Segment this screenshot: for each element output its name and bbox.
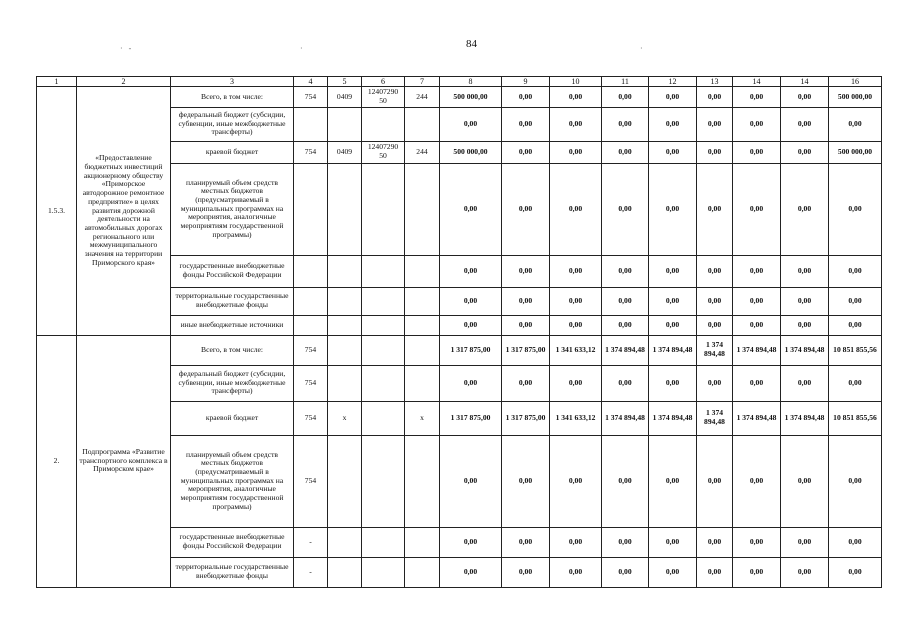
amount-cell: 0,00 [829, 315, 882, 335]
amount-cell: 1 374 894,48 [602, 335, 649, 365]
amount-cell: 0,00 [502, 287, 550, 315]
source-label: планируемый объем средств местных бюджетов (предусматриваемый в муниципальных программах на мероприятия, аналогичные мероприятиям государственной программы) [171, 435, 294, 527]
amount-cell: 0,00 [602, 255, 649, 287]
code-rzpr: 0409 [328, 87, 362, 107]
amount-cell: 0,00 [440, 527, 502, 557]
code-grbs: 754 [294, 335, 328, 365]
amount-cell: 0,00 [781, 287, 829, 315]
page-number: 84 [466, 38, 477, 50]
amount-cell: 0,00 [550, 107, 602, 141]
amount-cell: 0,00 [649, 141, 697, 163]
code-csr: 12407290 50 [362, 87, 405, 107]
amount-cell: 1 374 894,48 [781, 335, 829, 365]
amount-cell: 500 000,00 [440, 141, 502, 163]
amount-cell: 0,00 [781, 107, 829, 141]
scan-mark: · [640, 44, 643, 53]
amount-cell: 0,00 [550, 315, 602, 335]
header-cell: 13 [697, 77, 733, 87]
amount-cell: 10 851 855,56 [829, 401, 882, 435]
amount-cell: 0,00 [829, 365, 882, 401]
amount-cell: 0,00 [602, 107, 649, 141]
header-cell: 5 [328, 77, 362, 87]
code-vr: 244 [405, 141, 440, 163]
row-position: 1.5.3. [37, 87, 77, 335]
amount-cell: 1 317 875,00 [502, 335, 550, 365]
amount-cell: 0,00 [502, 163, 550, 255]
amount-cell: 0,00 [502, 435, 550, 527]
amount-cell: 0,00 [733, 107, 781, 141]
code-csr [362, 365, 405, 401]
code-vr [405, 255, 440, 287]
source-label: краевой бюджет [171, 401, 294, 435]
code-vr [405, 163, 440, 255]
amount-cell: 0,00 [502, 315, 550, 335]
code-csr: 12407290 50 [362, 141, 405, 163]
code-vr [405, 107, 440, 141]
code-vr [405, 335, 440, 365]
source-label: федеральный бюджет (субсидии, субвенции, иные межбюджетные трансферты) [171, 107, 294, 141]
amount-cell: 0,00 [733, 557, 781, 587]
code-grbs [294, 163, 328, 255]
amount-cell: 0,00 [649, 87, 697, 107]
amount-cell: 0,00 [649, 557, 697, 587]
row-position: 2. [37, 335, 77, 587]
code-rzpr [328, 163, 362, 255]
header-cell: 14 [733, 77, 781, 87]
amount-cell: 0,00 [697, 163, 733, 255]
amount-cell: 0,00 [733, 527, 781, 557]
amount-cell: 0,00 [781, 141, 829, 163]
amount-cell: 1 341 633,12 [550, 335, 602, 365]
source-label: краевой бюджет [171, 141, 294, 163]
amount-cell: 500 000,00 [829, 87, 882, 107]
amount-cell: 0,00 [602, 141, 649, 163]
code-csr [362, 163, 405, 255]
amount-cell: 0,00 [697, 557, 733, 587]
code-vr [405, 287, 440, 315]
header-row [37, 77, 882, 87]
amount-cell: 1 374 894,48 [697, 401, 733, 435]
budget-table [36, 76, 882, 588]
code-csr [362, 335, 405, 365]
source-label: государственные внебюджетные фонды Российской Федерации [171, 255, 294, 287]
amount-cell: 0,00 [733, 287, 781, 315]
amount-cell: 0,00 [502, 141, 550, 163]
code-rzpr [328, 107, 362, 141]
amount-cell: 0,00 [733, 315, 781, 335]
amount-cell: 0,00 [440, 315, 502, 335]
amount-cell: 0,00 [697, 435, 733, 527]
code-grbs: 754 [294, 365, 328, 401]
code-csr [362, 107, 405, 141]
amount-cell: 0,00 [733, 365, 781, 401]
code-csr [362, 435, 405, 527]
amount-cell: 0,00 [733, 141, 781, 163]
amount-cell: 0,00 [440, 287, 502, 315]
amount-cell: 0,00 [829, 557, 882, 587]
code-rzpr [328, 287, 362, 315]
scan-mark: · [300, 44, 303, 53]
code-grbs [294, 107, 328, 141]
amount-cell: 0,00 [502, 107, 550, 141]
code-csr [362, 401, 405, 435]
amount-cell: 0,00 [550, 435, 602, 527]
amount-cell: 1 374 894,48 [781, 401, 829, 435]
amount-cell: 0,00 [697, 255, 733, 287]
code-vr [405, 315, 440, 335]
amount-cell: 1 317 875,00 [440, 335, 502, 365]
amount-cell: 0,00 [649, 365, 697, 401]
amount-cell: 1 374 894,48 [733, 401, 781, 435]
row-name: «Предоставление бюджетных инвестиций акционерному обществу «Приморское автодорожное ремонтное предприятие» в целях развития дорожной деятельности на автомобильных дорогах регионального или межмуниципального значения на территории Приморского края» [77, 87, 171, 335]
code-rzpr [328, 527, 362, 557]
header-cell: 16 [829, 77, 882, 87]
amount-cell: 1 374 894,48 [649, 401, 697, 435]
amount-cell: 0,00 [649, 163, 697, 255]
amount-cell: 0,00 [733, 163, 781, 255]
code-csr [362, 315, 405, 335]
header-cell: 9 [502, 77, 550, 87]
amount-cell: 0,00 [602, 287, 649, 315]
code-grbs: - [294, 527, 328, 557]
amount-cell: 1 341 633,12 [550, 401, 602, 435]
amount-cell: 0,00 [502, 255, 550, 287]
code-grbs: - [294, 557, 328, 587]
source-label: территориальные государственные внебюджетные фонды [171, 287, 294, 315]
code-csr [362, 557, 405, 587]
amount-cell: 0,00 [697, 287, 733, 315]
code-vr [405, 435, 440, 527]
amount-cell: 0,00 [649, 107, 697, 141]
source-label: территориальные государственные внебюджетные фонды [171, 557, 294, 587]
code-vr [405, 557, 440, 587]
amount-cell: 1 317 875,00 [502, 401, 550, 435]
amount-cell: 0,00 [733, 255, 781, 287]
code-rzpr: х [328, 401, 362, 435]
header-cell: 8 [440, 77, 502, 87]
amount-cell: 0,00 [697, 365, 733, 401]
code-csr [362, 287, 405, 315]
amount-cell: 0,00 [440, 163, 502, 255]
amount-cell: 500 000,00 [440, 87, 502, 107]
code-rzpr: 0409 [328, 141, 362, 163]
amount-cell: 0,00 [697, 107, 733, 141]
amount-cell: 0,00 [649, 287, 697, 315]
amount-cell: 0,00 [649, 527, 697, 557]
source-label: планируемый объем средств местных бюджетов (предусматриваемый в муниципальных программах на мероприятия, аналогичные мероприятиям государственной программы) [171, 163, 294, 255]
amount-cell: 0,00 [502, 557, 550, 587]
row-name: Подпрограмма «Развитие транспортного комплекса в Приморском крае» [77, 335, 171, 587]
header-cell: 7 [405, 77, 440, 87]
amount-cell: 0,00 [502, 365, 550, 401]
amount-cell: 0,00 [440, 255, 502, 287]
amount-cell: 0,00 [697, 527, 733, 557]
amount-cell: 0,00 [440, 435, 502, 527]
amount-cell: 0,00 [602, 557, 649, 587]
code-vr: 244 [405, 87, 440, 107]
amount-cell: 1 374 894,48 [697, 335, 733, 365]
amount-cell: 0,00 [550, 365, 602, 401]
amount-cell: 0,00 [733, 87, 781, 107]
amount-cell: 0,00 [550, 163, 602, 255]
amount-cell: 1 374 894,48 [602, 401, 649, 435]
code-vr [405, 527, 440, 557]
code-grbs [294, 287, 328, 315]
amount-cell: 0,00 [550, 527, 602, 557]
scan-mark: · - [120, 44, 132, 53]
amount-cell: 0,00 [602, 315, 649, 335]
amount-cell: 1 317 875,00 [440, 401, 502, 435]
amount-cell: 0,00 [781, 315, 829, 335]
source-label: иные внебюджетные источники [171, 315, 294, 335]
amount-cell: 0,00 [649, 255, 697, 287]
amount-cell: 0,00 [829, 107, 882, 141]
code-csr [362, 255, 405, 287]
amount-cell: 0,00 [550, 255, 602, 287]
amount-cell: 0,00 [550, 141, 602, 163]
amount-cell: 0,00 [649, 435, 697, 527]
amount-cell: 0,00 [829, 287, 882, 315]
code-rzpr [328, 255, 362, 287]
amount-cell: 0,00 [440, 365, 502, 401]
amount-cell: 0,00 [550, 287, 602, 315]
code-grbs: 754 [294, 141, 328, 163]
code-rzpr [328, 435, 362, 527]
code-rzpr [328, 365, 362, 401]
amount-cell: 0,00 [781, 435, 829, 527]
code-grbs: 754 [294, 435, 328, 527]
source-label: Всего, в том числе: [171, 87, 294, 107]
amount-cell: 1 374 894,48 [649, 335, 697, 365]
code-rzpr [328, 557, 362, 587]
amount-cell: 0,00 [602, 435, 649, 527]
header-cell: 12 [649, 77, 697, 87]
amount-cell: 0,00 [649, 315, 697, 335]
code-rzpr [328, 315, 362, 335]
code-vr: х [405, 401, 440, 435]
code-grbs: 754 [294, 87, 328, 107]
amount-cell: 0,00 [697, 87, 733, 107]
amount-cell: 0,00 [829, 255, 882, 287]
header-cell: 6 [362, 77, 405, 87]
amount-cell: 0,00 [602, 87, 649, 107]
amount-cell: 0,00 [697, 315, 733, 335]
code-grbs [294, 315, 328, 335]
header-cell: 4 [294, 77, 328, 87]
amount-cell: 10 851 855,56 [829, 335, 882, 365]
code-grbs [294, 255, 328, 287]
amount-cell: 0,00 [602, 527, 649, 557]
amount-cell: 0,00 [781, 255, 829, 287]
amount-cell: 0,00 [781, 87, 829, 107]
table-row [37, 87, 882, 107]
amount-cell: 0,00 [781, 527, 829, 557]
amount-cell: 0,00 [781, 163, 829, 255]
amount-cell: 0,00 [502, 87, 550, 107]
amount-cell: 0,00 [440, 557, 502, 587]
amount-cell: 0,00 [550, 557, 602, 587]
source-label: Всего, в том числе: [171, 335, 294, 365]
amount-cell: 0,00 [550, 87, 602, 107]
code-grbs: 754 [294, 401, 328, 435]
code-vr [405, 365, 440, 401]
source-label: федеральный бюджет (субсидии, субвенции, иные межбюджетные трансферты) [171, 365, 294, 401]
header-cell: 10 [550, 77, 602, 87]
amount-cell: 0,00 [602, 163, 649, 255]
source-label: государственные внебюджетные фонды Российской Федерации [171, 527, 294, 557]
amount-cell: 0,00 [781, 557, 829, 587]
amount-cell: 0,00 [781, 365, 829, 401]
header-cell: 2 [77, 77, 171, 87]
header-cell: 11 [602, 77, 649, 87]
amount-cell: 0,00 [829, 527, 882, 557]
amount-cell: 0,00 [440, 107, 502, 141]
amount-cell: 500 000,00 [829, 141, 882, 163]
code-rzpr [328, 335, 362, 365]
amount-cell: 0,00 [502, 527, 550, 557]
table-row [37, 335, 882, 365]
amount-cell: 1 374 894,48 [733, 335, 781, 365]
header-cell: 1 [37, 77, 77, 87]
header-cell: 3 [171, 77, 294, 87]
header-cell: 14 [781, 77, 829, 87]
amount-cell: 0,00 [733, 435, 781, 527]
amount-cell: 0,00 [829, 163, 882, 255]
code-csr [362, 527, 405, 557]
amount-cell: 0,00 [697, 141, 733, 163]
amount-cell: 0,00 [829, 435, 882, 527]
amount-cell: 0,00 [602, 365, 649, 401]
